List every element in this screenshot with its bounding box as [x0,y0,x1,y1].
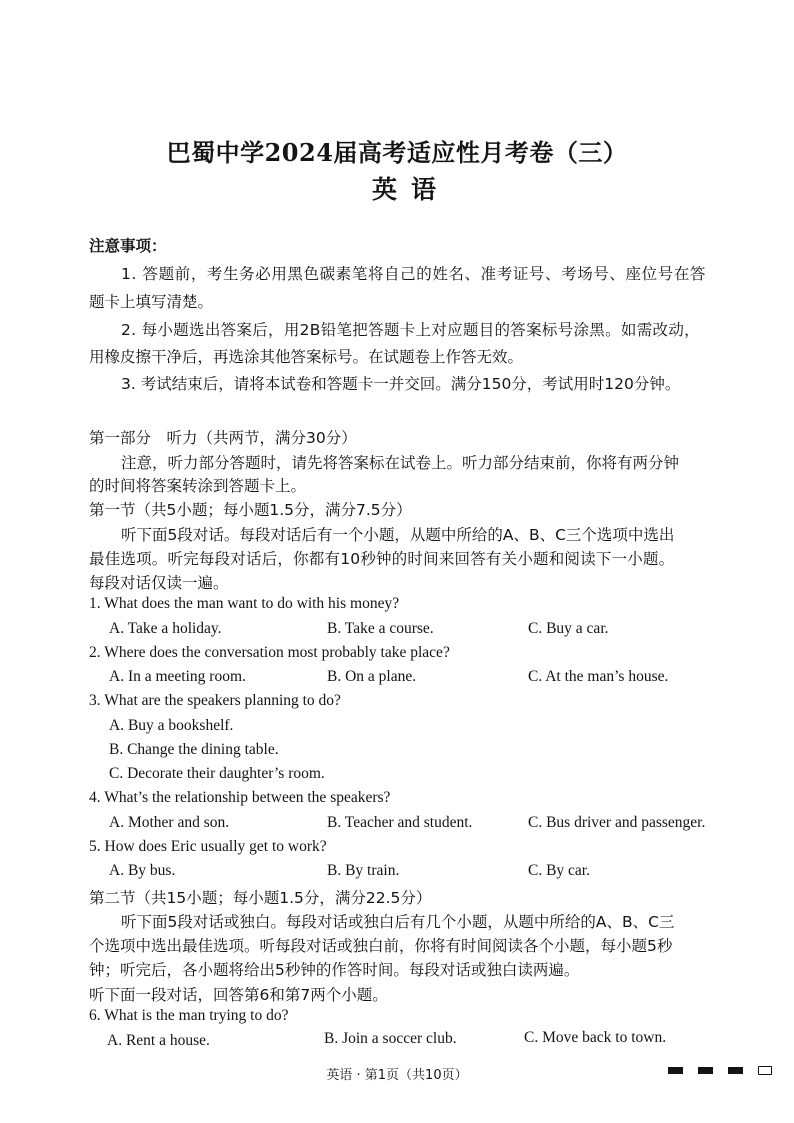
question-3-stem: 3. What are the speakers planning to do? [89,692,341,709]
notice-item-3: 3. 考试结束后，请将本试卷和答题卡一并交回。满分150分，考试用时120分钟。 [121,375,681,393]
section1-heading: 第一节（共5小题；每小题1.5分，满分7.5分） [89,501,412,519]
notice-heading: 注意事项： [89,237,167,255]
question-2-option-c: C. At the man’s house. [528,668,669,685]
page-marks [668,1066,772,1075]
section2-heading: 第二节（共15小题；每小题1.5分，满分22.5分） [89,889,432,907]
page-number-footer: 英语 · 第1页（共10页） [326,1068,468,1083]
part1-intro-line-2: 的时间将答案转涂到答题卡上。 [89,477,307,495]
part1-intro-line-1: 注意，听力部分答题时，请先将答案标在试卷上。听力部分结束前，你将有两分钟 [121,454,680,472]
section2-instruction-line-3: 钟；听完后，各小题将给出5秒钟的作答时间。每段对话或独白读两遍。 [89,961,580,979]
notice-item-2-line-1: 2. 每小题选出答案后，用2B铅笔把答题卡上对应题目的答案标号涂黑。如需改动， [121,321,700,339]
question-1-option-a: A. Take a holiday. [109,620,222,637]
question-4-option-a: A. Mother and son. [109,814,230,831]
question-6-option-a: A. Rent a house. [107,1032,210,1049]
notice-item-2-line-2: 用橡皮擦干净后，再选涂其他答案标号。在试题卷上作答无效。 [89,348,524,366]
question-2-option-a: A. In a meeting room. [109,668,246,685]
notice-item-1-line-1: 1. 答题前，考生务必用黑色碳素笔将自己的姓名、准考证号、考场号、座位号在答 [121,265,707,283]
section1-instruction-line-2: 最佳选项。听完每段对话后，你都有10秒钟的时间来回答有关小题和阅读下一小题。 [89,550,675,568]
question-6-option-b: B. Join a soccer club. [324,1030,457,1047]
question-5-option-b: B. By train. [327,862,400,879]
empty-mark [758,1066,772,1075]
question-1-stem: 1. What does the man want to do with his money? [89,595,400,612]
exam-title: 巴蜀中学2024届高考适应性月考卷（三） [166,138,628,167]
question-3-option-b: B. Change the dining table. [109,741,279,758]
question-5-option-a: A. By bus. [109,862,176,879]
question-5-option-c: C. By car. [528,862,590,879]
section1-instruction-line-1: 听下面5段对话。每段对话后有一个小题，从题中所给的A、B、C三个选项中选出 [121,526,675,544]
part1-heading: 第一部分 听力（共两节，满分30分） [89,429,357,447]
question-4-option-b: B. Teacher and student. [327,814,473,831]
section1-instruction-line-3: 每段对话仅读一遍。 [89,574,229,592]
question-5-stem: 5. How does Eric usually get to work? [89,838,327,855]
question-2-stem: 2. Where does the conversation most probably take place? [89,644,450,661]
question-3-option-a: A. Buy a bookshelf. [109,717,234,734]
question-6-stem: 6. What is the man trying to do? [89,1007,289,1024]
question-1-option-b: B. Take a course. [327,620,434,637]
dialogue-intro: 听下面一段对话，回答第6和第7两个小题。 [89,986,388,1004]
question-1-option-c: C. Buy a car. [528,620,609,637]
question-4-stem: 4. What’s the relationship between the speakers? [89,789,391,806]
question-6-option-c: C. Move back to town. [524,1029,667,1046]
section2-instruction-line-2: 个选项中选出最佳选项。听每段对话或独白前，你将有时间阅读各个小题，每小题5秒 [89,937,673,955]
notice-item-1-line-2: 题卡上填写清楚。 [89,293,214,311]
filled-mark-2 [698,1067,713,1074]
section2-instruction-line-1: 听下面5段对话或独白。每段对话或独白后有几个小题，从题中所给的A、B、C三 [121,913,675,931]
subject-title: 英语 [371,175,450,204]
question-3-option-c: C. Decorate their daughter’s room. [109,765,325,782]
filled-mark-1 [668,1067,683,1074]
filled-mark-3 [728,1067,743,1074]
question-4-option-c: C. Bus driver and passenger. [528,814,706,831]
question-2-option-b: B. On a plane. [327,668,417,685]
